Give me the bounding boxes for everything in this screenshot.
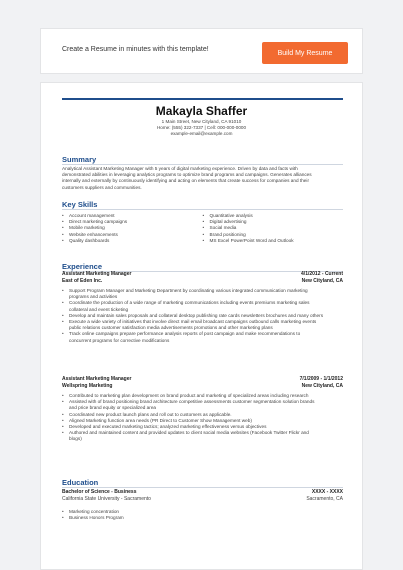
job-entry: [62, 376, 343, 443]
edu-school: California State University - Sacramento: [62, 495, 151, 502]
job-bullet-cont: and price brand equity or specialized area: [69, 405, 157, 411]
edu-degree: Bachelor of Science - Business: [62, 489, 137, 495]
education-entry: [62, 489, 343, 521]
skills-rule: [62, 209, 343, 210]
experience-title: Experience: [62, 262, 103, 271]
job-bullet: • Contributed to marketing plan development on brand product and marketing of specialized areas including research: [69, 393, 343, 399]
edu-bullet: • Marketing concentration: [69, 509, 343, 515]
summary-line: demonstrated abilities in leveraging analytics programs to optimize brand programs and campaigns. Generates alliances: [62, 172, 312, 178]
job-company: East of Eden Inc.: [62, 277, 103, 284]
job-role: Assistant Marketing Manager: [62, 271, 132, 277]
header-rule: [62, 98, 343, 100]
job-bullet-cont: programs and activities: [69, 294, 118, 300]
skill-item: • Quantitative analysis: [203, 213, 344, 219]
job-bullet: • Assisted with of brand positioning brand architecture competitive assessments customer segmentation solution brands: [69, 399, 343, 405]
education-title: Education: [62, 478, 99, 487]
skills-column-right: [203, 213, 344, 244]
education-rule: [62, 487, 343, 488]
job-company: Wellspring Marketing: [62, 382, 113, 389]
job-bullet: • Aligned Marketing function area needs (PR Direct to Customer Show Management web): [69, 418, 343, 424]
job-bullet: • Execute a wide variety of initiatives that involve direct mail email broadcast campaigns outbound calls marketing events: [69, 319, 343, 325]
contact-address: 1 Main Street, New Cityland, CA 91010: [161, 119, 242, 124]
skill-item: • Website enhancements: [62, 232, 203, 238]
summary-text: [62, 166, 343, 191]
edu-bullet: • Business Honors Program: [69, 515, 343, 521]
job-location: New Cityland, CA: [301, 277, 343, 284]
skills-list: [62, 213, 343, 244]
skills-column-left: [62, 213, 203, 244]
job-location: New Cityland, CA: [301, 382, 343, 389]
skill-item: • Digital advertising: [203, 219, 344, 225]
summary-line: customers suppliers and communities.: [62, 184, 142, 190]
job-bullet: • Coordinate the production of a wide range of marketing communications including events premiums marketing sales: [69, 300, 343, 306]
job-bullet-cont: blogs): [69, 436, 82, 442]
skill-item: • Social media: [203, 225, 344, 231]
edu-location: Sacramento, CA: [306, 495, 343, 502]
job-dates: 4/1/2012 - Current: [301, 271, 343, 277]
job-bullets: [62, 288, 343, 344]
summary-title: Summary: [62, 155, 97, 164]
job-dates: 7/1/2009 - 1/1/2012: [299, 376, 343, 382]
job-bullet: • Developed and executed marketing tactics; analyzed marketing effectiveness versus objectives: [69, 424, 343, 430]
job-bullet: • Support Program Manager and Marketing Department by coordinating various integrated communication marketing: [69, 288, 343, 294]
job-bullet-cont: collateral and event ticketing: [69, 306, 129, 312]
skills-title: Key Skills: [62, 200, 98, 209]
resume-document: [40, 82, 363, 570]
job-entry: [62, 271, 343, 344]
summary-line: internally and externally by continuously identifying and acting on elements that create success for companies and their: [62, 178, 310, 184]
skill-item: • Direct marketing campaigns: [62, 219, 203, 225]
edu-dates: XXXX - XXXX: [311, 489, 343, 495]
job-bullets: [62, 393, 343, 443]
job-bullet: • Coordinated new product launch plans and roll out to customers as applicable.: [69, 412, 343, 418]
job-bullet: • Develop and maintain sales proposals and collateral desktop publishing rate cards newsletters brochures and many others: [69, 313, 343, 319]
skill-item: • Account management: [62, 213, 203, 219]
edu-bullets: [62, 509, 343, 521]
job-role: Assistant Marketing Manager: [62, 376, 132, 382]
contact-email: example-email@example.com: [170, 131, 233, 137]
build-resume-button[interactable]: Build My Resume: [262, 42, 348, 64]
skill-item: • Brand positioning: [203, 232, 344, 238]
skill-item: • Mobile marketing: [62, 225, 203, 231]
job-bullet-cont: concurrent programs for corrective modifications: [69, 337, 170, 343]
banner-text: Create a Resume in minutes with this template!: [62, 46, 209, 53]
job-bullet: • Track online campaigns prepare performance analysis reports of post campaign and make recommendations to: [69, 331, 343, 337]
candidate-name: Makayla Shaffer: [155, 104, 248, 118]
skill-item: • MS Excel PowerPoint Word and Outlook: [203, 238, 344, 244]
job-bullet: • Authored and maintained content and provided updates to client social media websites (Facebook Twitter Flickr and: [69, 430, 343, 436]
contact-phone: Home: (555) 322-7337 | Cell: 000-000-0000: [156, 125, 247, 131]
skill-item: • Quality dashboards: [62, 238, 203, 244]
summary-line: Analytical Assistant Marketing Manager with 5 years of digital marketing experience. Driven by data and facts with: [62, 166, 298, 171]
contact-block: [41, 119, 362, 138]
summary-rule: [62, 164, 343, 165]
job-bullet-cont: public relations customer satisfaction media advertisements promotions and other marketing plans: [69, 325, 273, 331]
promo-banner: [40, 28, 363, 74]
